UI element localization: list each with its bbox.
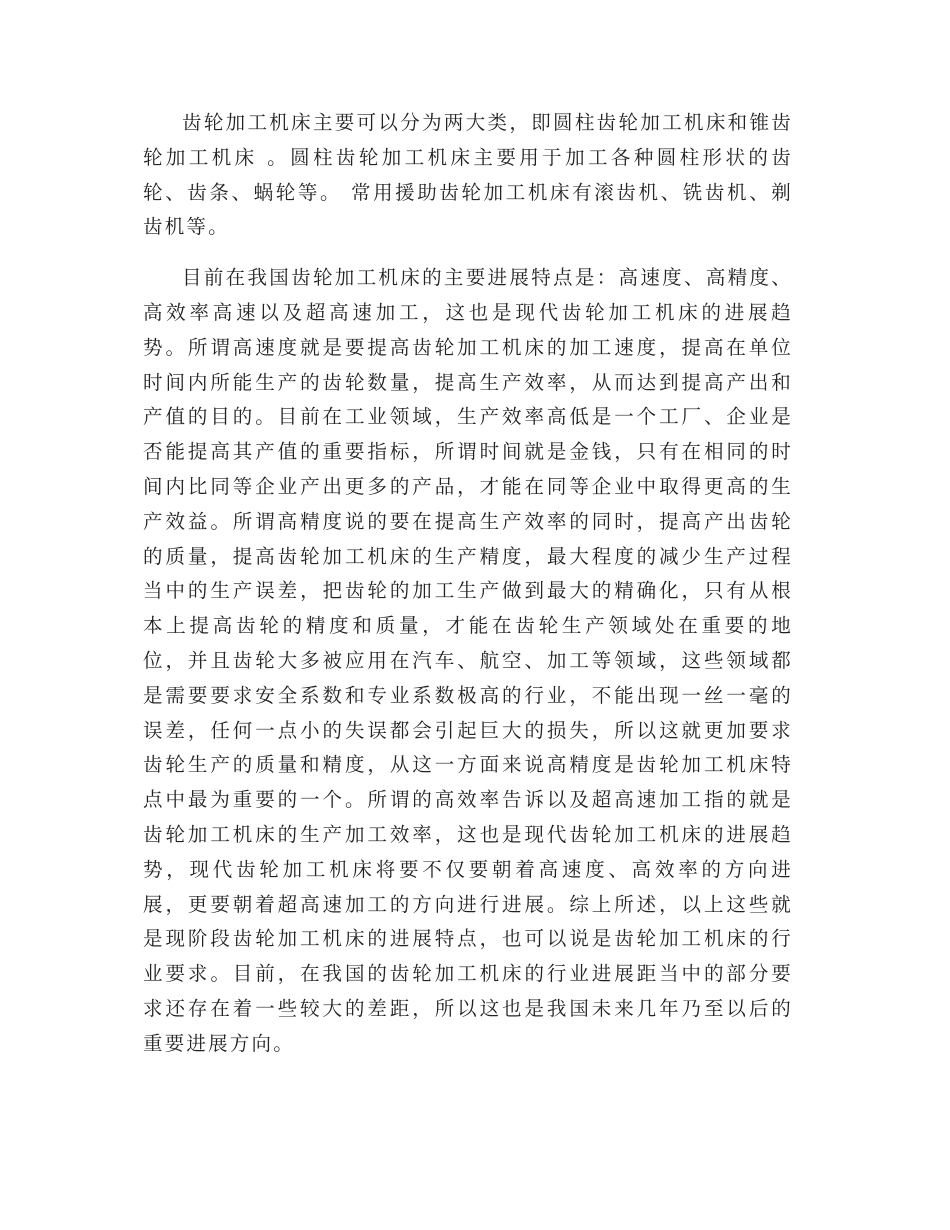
paragraph-machine-types: 齿轮加工机床主要可以分为两大类，即圆柱齿轮加工机床和锥齿轮加工机床 。圆柱齿轮加工机床主要用于加工各种圆柱形状的齿轮、齿条、蜗轮等。 常用援助齿轮加工机床有滚齿机、铣齿机、剃齿机等。: [143, 111, 793, 239]
document-body: [143, 106, 793, 1062]
paragraph-development-features: 目前在我国齿轮加工机床的主要进展特点是：高速度、高精度、高效率高速以及超高速加工，这也是现代齿轮加工机床的进展趋势。所谓高速度就是要提高齿轮加工机床的加工速度，提高在单位时间内所能生产的齿轮数量，提高生产效率，从而达到提高产出和产值的目的。目前在工业领域，生产效率高低是一个工厂、企业是否能提高其产值的重要指标，所谓时间就是金钱，只有在相同的时间内比同等企业产出更多的产品，才能在同等企业中取得更高的生产效益。所谓高精度说的要在提高生产效率的同时，提高产出齿轮的质量，提高齿轮加工机床的生产精度，最大程度的减少生产过程当中的生产误差，把齿轮的加工生产做到最大的精确化，只有从根本上提高齿轮的精度和质量，才能在齿轮生产领域处在重要的地位，并且齿轮大多被应用在汽车、航空、加工等领域，这些领域都是需要要求安全系数和专业系数极高的行业，不能出现一丝一毫的误差，任何一点小的失误都会引起巨大的损失，所以这就更加要求齿轮生产的质量和精度，从这一方面来说高精度是齿轮加工机床特点中最为重要的一个。所谓的高效率告诉以及超高速加工指的就是齿轮加工机床的生产加工效率，这也是现代齿轮加工机床的进展趋势，现代齿轮加工机床将要不仅要朝着高速度、高效率的方向进展，更要朝着超高速加工的方向进行进展。综上所述，以上这些就是现阶段齿轮加工机床的进展特点，也可以说是齿轮加工机床的行业要求。目前，在我国的齿轮加工机床的行业进展距当中的部分要求还存在着一些较大的差距，所以这也是我国未来几年乃至以后的重要进展方向。: [143, 266, 793, 1055]
